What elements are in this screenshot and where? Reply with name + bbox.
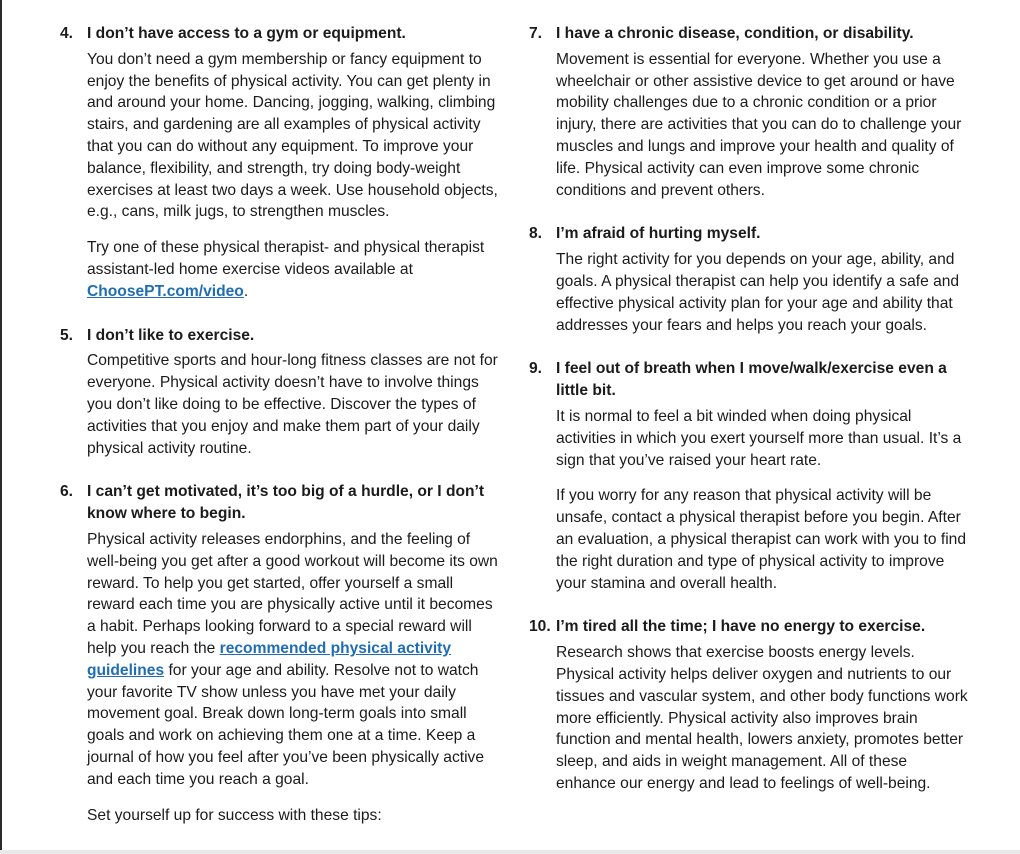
item-title: I’m afraid of hurting myself.: [556, 225, 761, 243]
right-column: [529, 23, 969, 817]
item-title: I can’t get motivated, it’s too big of a hurdle, or I don’t know where to begin.: [87, 483, 485, 523]
item-number: 5.: [60, 326, 74, 344]
paragraph: Movement is essential for everyone. Whether you use a wheelchair or other assistive device to get around or have mobility challenges due to a chronic condition or a prior injury, there are activities that you can do to challenge your muscles and lungs and improve your health and quality of life. Physical activity can even improve some chronic conditions and prevent others.: [556, 50, 962, 199]
faq-heading: [60, 325, 500, 347]
item-number: 8.: [529, 225, 543, 243]
item-number: 7.: [529, 25, 543, 42]
faq-item-9: [529, 358, 969, 594]
paragraph: The right activity for you depends on your age, ability, and goals. A physical therapist can help you identify a safe and effective physical activity plan for your age and ability that addresses your fears and helps you reach your goals.: [556, 251, 960, 334]
choosept-video-link[interactable]: ChoosePT.com/video: [87, 282, 244, 300]
item-title: I don’t like to exercise.: [87, 326, 255, 344]
item-title: I feel out of breath when I move/walk/exercise even a little bit.: [556, 360, 947, 400]
item-title: I have a chronic disease, condition, or disability.: [556, 25, 914, 42]
faq-item-5: [60, 325, 500, 460]
paragraph-text: Try one of these physical therapist- and physical therapist assistant-led home exercise videos available at: [87, 239, 485, 278]
paragraph-text: Physical activity releases endorphins, and the feeling of well-being you get after a good workout will become its own reward. To help you get started, offer yourself a small reward each time you are physically active until it becomes a habit. Perhaps looking forward to a special reward will help you reach the: [87, 530, 498, 657]
item-title: I’m tired all the time; I have no energy to exercise.: [556, 618, 926, 636]
faq-item-10: [529, 616, 969, 794]
item-number: 6.: [60, 483, 74, 501]
faq-item-8: [529, 223, 969, 336]
activity-guidelines-link[interactable]: recommended physical activity guidelines: [87, 639, 452, 679]
paragraph: Competitive sports and hour-long fitness classes are not for everyone. Physical activity doesn’t have to involve things you don’t like doing to be effective. Discover the types of activities that you enjoy and make them part of your daily physical activity routine.: [87, 352, 498, 457]
item-number: 10.: [529, 618, 551, 636]
paragraph: You don’t need a gym membership or fancy equipment to enjoy the benefits of physical activity. You can get plenty in and around your home. Dancing, jogging, walking, climbing stairs, and gardening are all examples of physical activity that you can do without any equipment. To improve your balance, flexibility, and strength, try doing body-weight exercises at least two days a week. Use household objects, e.g., cans, milk jugs, to strengthen muscles.: [87, 50, 498, 221]
paragraph-text: .: [243, 282, 249, 300]
faq-item-7: [529, 23, 969, 201]
paragraph: It is normal to feel a bit winded when doing physical activities in which you exert yourself more than usual. It’s a sign that you’ve raised your heart rate.: [556, 407, 962, 469]
faq-heading: [529, 616, 969, 638]
left-column: [60, 23, 500, 848]
faq-heading: [60, 23, 500, 45]
paragraph: Research shows that exercise boosts energy levels. Physical activity helps deliver oxygen and nutrients to our tissues and vascular system, and other body functions work more efficiently. Physical activity also improves brain function and mental health, lowers anxiety, promotes better sleep, and aids in weight management. All of these enhance our energy and lead to feelings of well-being.: [556, 644, 968, 792]
faq-heading: [529, 358, 969, 402]
item-number: 4.: [60, 25, 74, 42]
faq-heading: [529, 23, 969, 45]
paragraph: [87, 529, 500, 791]
item-title: I don’t have access to a gym or equipment.: [87, 25, 406, 42]
faq-heading: [60, 481, 500, 525]
item-number: 9.: [529, 360, 543, 378]
paragraph: [87, 237, 500, 302]
faq-item-4: [60, 23, 500, 303]
page-left-edge: [0, 0, 2, 854]
page-bottom-edge: [0, 850, 1020, 854]
paragraph: If you worry for any reason that physical activity will be unsafe, contact a physical therapist before you begin. After an evaluation, a physical therapist can work with you to find the right duration and type of physical activity to improve your stamina and overall health.: [556, 487, 966, 592]
faq-item-6: [60, 481, 500, 826]
faq-heading: [529, 223, 969, 245]
paragraph-text: for your age and ability. Resolve not to watch your favorite TV show unless you have met your daily movement goal. Break down long-term goals into small goals and work on achieving them one at a time. Keep a journal of how you feel after you’ve been physically active and each time you reach a goal.: [87, 661, 485, 788]
paragraph: Set yourself up for success with these tips:: [87, 806, 382, 824]
